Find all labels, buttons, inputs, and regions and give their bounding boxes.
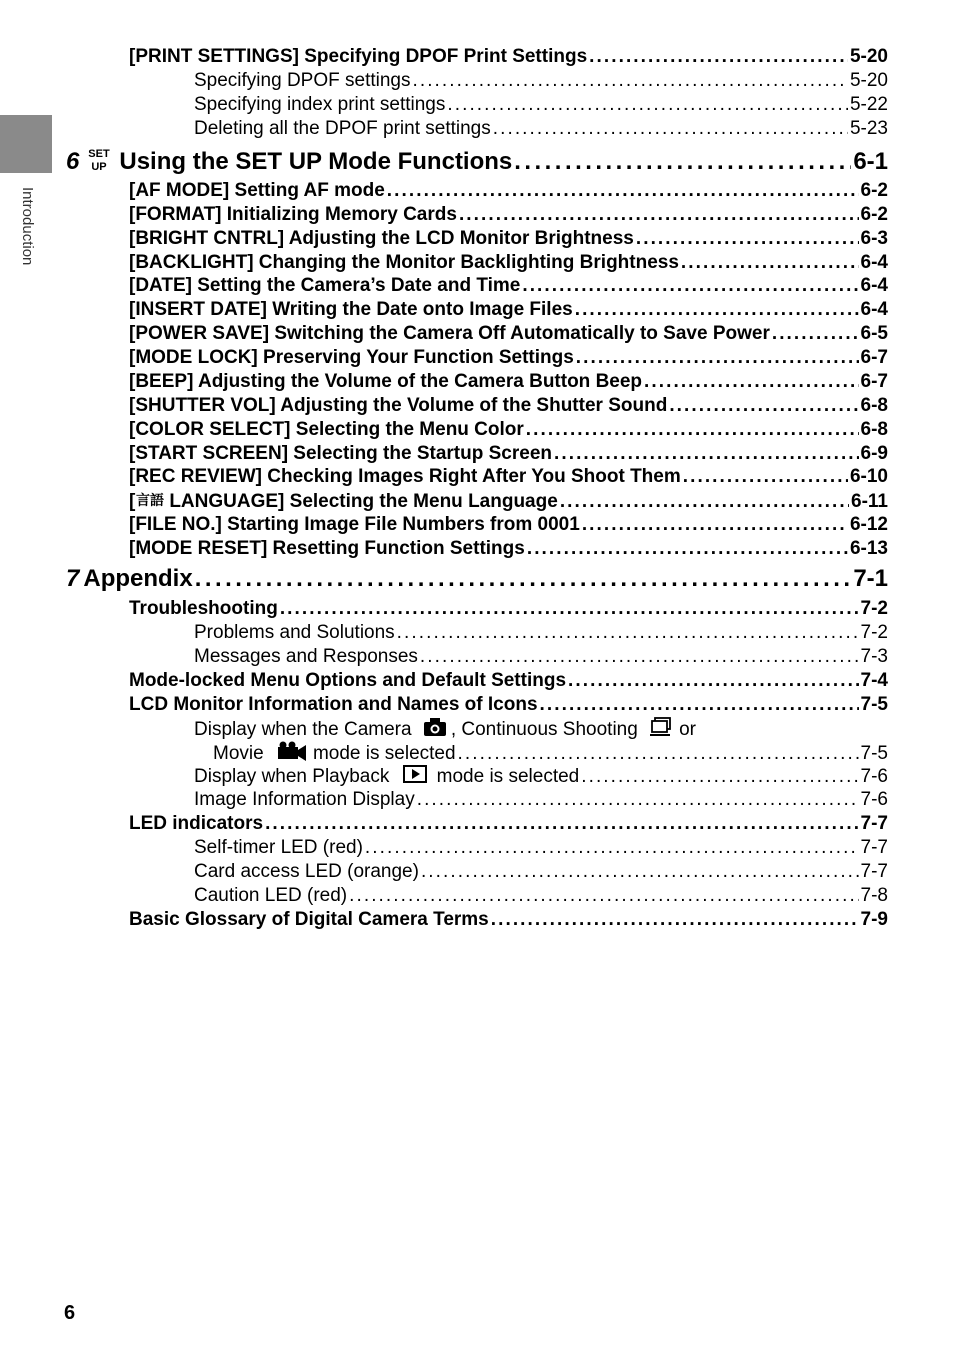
toc-entry[interactable]: Display when Playback mode is selected . . . 7-6 [194,765,888,789]
toc-entry[interactable]: Caution LED (red) . . . 7-8 [194,885,888,907]
toc-entry[interactable]: Basic Glossary of Digital Camera Terms . . . 7-9 [129,909,888,931]
movie-icon [277,741,307,767]
toc-entry[interactable]: Specifying DPOF settings . . . 5-20 [194,70,888,92]
toc-entry[interactable]: Deleting all the DPOF print settings . . . 5-23 [194,118,888,140]
toc-entry[interactable]: Troubleshooting . . . 7-2 [129,598,888,620]
toc-entry[interactable]: Display when the Camera , Continuous Shooting or [194,717,888,743]
svg-text:言語: 言語 [136,493,165,509]
toc-entry[interactable]: LED indicators . . . 7-7 [129,813,888,835]
toc-entry[interactable]: [MODE LOCK] Preserving Your Function Settings . . . 6-7 [129,347,888,369]
toc-entry[interactable]: Movie mode is selected . . . 7-5 [213,741,888,767]
toc-entry[interactable]: Problems and Solutions . . . 7-2 [194,622,888,644]
toc-entry[interactable]: [COLOR SELECT] Selecting the Menu Color . . . 6-8 [129,419,888,441]
page-number: 6 [64,1302,76,1324]
toc-entry[interactable]: [START SCREEN] Selecting the Startup Screen . . . 6-9 [129,443,888,465]
toc-entry[interactable]: [FILE NO.] Starting Image File Numbers from 0001 . . . 6-12 [129,514,888,536]
toc-entry[interactable]: [BEEP] Adjusting the Volume of the Camera Button Beep . . . 6-7 [129,371,888,393]
toc-entry[interactable]: Card access LED (orange) . . . 7-7 [194,861,888,883]
toc-entry[interactable]: [MODE RESET] Resetting Function Settings . . . 6-13 [129,538,888,560]
section-tab [0,115,52,173]
language-icon [135,490,169,514]
toc-entry[interactable]: [REC REVIEW] Checking Images Right After You Shoot Them . . . 6-10 [129,466,888,488]
continuous-shooting-icon [649,717,673,743]
toc-entry[interactable]: [BACKLIGHT] Changing the Monitor Backlighting Brightness . . . 6-4 [129,252,888,274]
toc-entry[interactable]: [FORMAT] Initializing Memory Cards . . . 6-2 [129,204,888,226]
toc-entry[interactable]: Self-timer LED (red) . . . 7-7 [194,837,888,859]
svg-text:SET: SET [88,148,111,160]
camera-icon [423,717,447,743]
playback-icon [403,765,427,789]
toc-entry[interactable]: [POWER SAVE] Switching the Camera Off Automatically to Save Power . . . 6-5 [129,323,888,345]
toc-entry[interactable]: Messages and Responses . . . 7-3 [194,646,888,668]
chapter-heading[interactable]: 6 SET UP Using the SET UP Mode Functions . . . 6-1 [66,146,888,179]
toc-entry[interactable]: Image Information Display . . . 7-6 [194,789,888,811]
section-label: Introduction [19,187,36,266]
toc-entry[interactable]: Mode-locked Menu Options and Default Settings . . . 7-4 [129,670,888,692]
toc-entry[interactable]: [INSERT DATE] Writing the Date onto Image Files . . . 6-4 [129,299,888,321]
toc-entry[interactable]: [SHUTTER VOL] Adjusting the Volume of the Shutter Sound . . . 6-8 [129,395,888,417]
toc-entry[interactable]: [BRIGHT CNTRL] Adjusting the LCD Monitor Brightness . . . 6-3 [129,228,888,250]
toc-entry[interactable]: [AF MODE] Setting AF mode . . . 6-2 [129,180,888,202]
chapter-heading[interactable]: 7 Appendix . . . 7-1 [66,565,888,593]
toc-entry[interactable]: Specifying index print settings . . . 5-22 [194,94,888,116]
toc-entry[interactable]: [ 言語 LANGUAGE] Selecting the Menu Language . . . 6-11 [129,490,888,514]
setup-icon [87,146,111,179]
toc-entry[interactable]: [DATE] Setting the Camera’s Date and Time . . . 6-4 [129,275,888,297]
toc-entry[interactable]: [PRINT SETTINGS] Specifying DPOF Print Settings . . . 5-20 [129,46,888,68]
svg-text:UP: UP [91,161,107,172]
toc-entry[interactable]: LCD Monitor Information and Names of Icons . . . 7-5 [129,694,888,716]
